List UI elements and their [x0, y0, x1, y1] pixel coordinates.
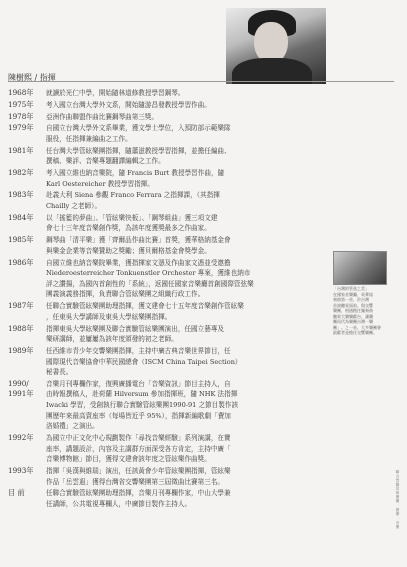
portrait-photo: [226, 8, 326, 84]
timeline-entry: [8, 213, 308, 234]
name-separator: /: [34, 73, 38, 82]
timeline-text: 鋼琴曲「清平樂」獲「齊爾品作曲比賽」首獎，獲華格納基金會 與樂金企業等音樂贊助之獎勵；獲貝爾格基金會獎學金。: [46, 236, 231, 255]
timeline-year: 1979年: [8, 123, 34, 133]
timeline-text: 赴義大利 Siena 參觀 Franco Ferrara 之指揮課，（其指揮 Chailly 之老師）。: [46, 191, 220, 211]
person-role: 指揮: [39, 73, 56, 82]
timeline-text: 音樂月刊專欄作家，復興廣播電台「音樂資訊」節目主持人，自 由時報撰稿人，赴荷蘭 Hilversum 參加指揮班，隨 NHK 法指揮 Iwacki 學習，受創執行聯合實驗管絃樂團1990-91 之節目製作該 團歷年來最高賣座率（每場皆近乎 95%），指揮新編歌劇「費加 洛婚禮」之演出。: [46, 379, 239, 431]
timeline-year: 1992年: [8, 433, 34, 443]
timeline-year: 1975年: [8, 99, 34, 109]
side-photo: [333, 251, 387, 285]
timeline-year: 1987年: [8, 301, 34, 311]
timeline-year: 1985年: [8, 235, 34, 245]
timeline-text: 亞洲作曲聯盟作曲比賽鋼琴曲第三獎。: [46, 112, 159, 121]
side-photo-caption: 「台灣的管弦之美」 在國家音樂廳，英華協 奏曲第一首，於台灣 首演聽眾面前，與交響 樂團，相通擔任獨奏曲 聽眾大樂樂獻台，讓樂 團再代為樂團台灣一樂 團」。之一首，大多樂團會 最獻者並擔任交響樂團。: [333, 286, 381, 335]
timeline-year: 1993年: [8, 466, 34, 475]
timeline-entry: [8, 258, 308, 300]
timeline-year: 1982年: [8, 168, 34, 178]
timeline-entry: [8, 123, 308, 144]
timeline-text: 指揮「吳漢與維瑞」演出，任該黃會少年管絃樂團指揮，管絃樂 作品「岳雲遐」獲得台灣省交響樂團第三屆徵曲比賽第三名。: [46, 467, 231, 486]
timeline-year: 1981年: [8, 145, 34, 155]
timeline-year: 1988年: [8, 323, 34, 333]
timeline-entry: [8, 235, 308, 256]
timeline-entry: [8, 146, 308, 167]
timeline-entry: [8, 100, 308, 111]
timeline-year: 1986年: [8, 257, 34, 267]
divider-line: [8, 81, 394, 82]
timeline-text: 為國立中正文化中心規劃製作「尋找音樂經驗」系列演講，在寶 座率，講題設計，內容及主講群方面深受各方肯定，主持中廣「 音樂博物館」節目，獲得文建會該年度之管絃樂作曲獎。: [46, 434, 231, 464]
timeline-text: 自國立維也納音樂院畢業，獲指揮家文憑及作曲家文憑並受邀擔 Niederoesterreicher Tonkuenstler Orchester 專案，獲維也納市 評之讚揚，為國內首創性的「系統」，返國任國家音樂廳首創國際管弦樂 團義演義務指揮，負責聯合管絃樂團之組織行政工作。: [46, 258, 254, 299]
timeline-text: 自國立台灣大學外文系畢業，獲文學士學位，入預防部示範樂隊 服役，任指揮兼編曲之工作。: [46, 124, 231, 143]
timeline-entry: [8, 488, 308, 509]
timeline-year: 1990/ 1991年: [8, 378, 34, 399]
timeline-text: 任聯合實驗管絃樂團助理指揮，獲文建會七十五年度音樂創作管絃樂 ，任東吳大學講師及東吳大學絃樂團指揮。: [46, 302, 244, 321]
timeline-text: 考入國立台灣大學外文系，開始隨游昌發教授學習作曲。: [46, 100, 211, 109]
timeline-year: 1968年: [8, 88, 34, 97]
timeline-entry: [8, 433, 308, 465]
timeline-entry: [8, 190, 308, 211]
timeline-entry: [8, 112, 308, 123]
timeline-year: 1978年: [8, 111, 34, 121]
career-timeline: [8, 88, 308, 511]
timeline-year: 1984年: [8, 212, 34, 222]
timeline-text: 就讀於光仁中學，開始隨林道修教授學習鋼琴。: [46, 89, 185, 97]
timeline-text: 任台灣大學管絃樂團指揮，隨蕭滋教授學習指揮，並擔任編曲、 撰稿、樂評、音樂專題翻譯編輯之工作。: [46, 146, 231, 166]
timeline-entry: [8, 301, 308, 322]
timeline-entry: [8, 346, 308, 378]
timeline-text: 考入國立維也納音樂院，隨 Francis Burt 教授學習作曲，隨 Karl Oestereicher 教授學習指揮。: [46, 169, 225, 188]
timeline-entry: [8, 466, 308, 487]
timeline-entry: [8, 324, 308, 345]
timeline-text: 任西維市青少年交響樂團指揮，主持中廣古典音樂世界節目，任 國際現代音樂協會中華民國總會（ISCM China Taipei Section） 秘書長。: [46, 346, 242, 377]
timeline-entry: [8, 88, 308, 99]
timeline-text: 指揮東吳大學絃樂團及聯合實驗管絃樂團演出，任國立藝專及 樂研講師，並屢屢為該年度頒發的初之老師。: [46, 324, 225, 344]
timeline-text: 以「搖籃的夢曲」、「管絃樂快板」、「鋼琴組曲」獲三項文建 會七十三年度音樂創作獎，為該年度獲獎最多之作曲家。: [46, 213, 218, 233]
timeline-entry: [8, 379, 308, 432]
timeline-year: 目 前: [8, 488, 25, 498]
timeline-text: 任聯合實驗管絃樂團助理指揮，音樂月刊專欄作家，中山大學兼 任講師，公共電視專欄人，中廣節目製作主持人。: [46, 489, 231, 508]
timeline-year: 1989年: [8, 345, 34, 355]
timeline-year: 1983年: [8, 190, 34, 200]
margin-vertical-text: 聯合實驗管絃樂團 · 國樂 · 音樂: [396, 470, 400, 530]
timeline-entry: [8, 168, 308, 189]
person-name: 陳樹熙: [8, 73, 32, 82]
